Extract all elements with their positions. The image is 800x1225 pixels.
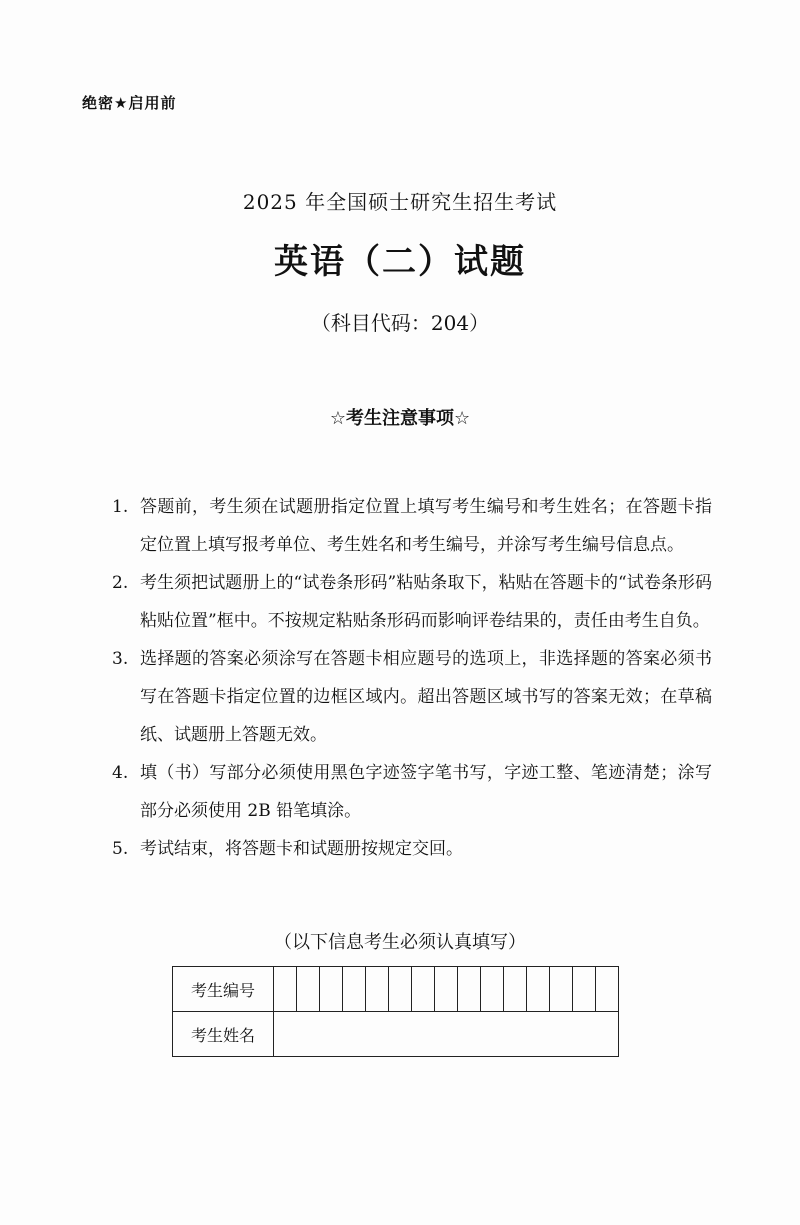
candidate-name-field[interactable]	[274, 1012, 619, 1057]
notice-title: ☆考生注意事项☆	[329, 408, 471, 429]
notice-item	[112, 754, 712, 830]
candidate-id-digit-box[interactable]	[343, 967, 366, 1012]
notice-item-number: 5.	[112, 839, 129, 859]
notice-item-number: 4.	[112, 763, 129, 783]
candidate-id-digit-box[interactable]	[412, 967, 435, 1012]
notice-item	[112, 640, 712, 754]
candidate-id-digit-box[interactable]	[458, 967, 481, 1012]
candidate-id-digit-box[interactable]	[366, 967, 389, 1012]
candidate-id-row	[173, 967, 619, 1012]
fill-instruction: （以下信息考生必须认真填写）	[274, 932, 526, 953]
subject-code: （科目代码：204）	[310, 311, 490, 335]
candidate-name-row	[173, 1012, 619, 1057]
candidate-id-digit-box[interactable]	[435, 967, 458, 1012]
candidate-id-digit-box[interactable]	[297, 967, 320, 1012]
candidate-id-digit-box[interactable]	[550, 967, 573, 1012]
notice-list	[112, 488, 712, 868]
subject-title: 英语（二）试题	[274, 242, 526, 282]
candidate-id-digit-box[interactable]	[481, 967, 504, 1012]
notice-item	[112, 488, 712, 564]
notice-item-text: 填（书）写部分必须使用黑色字迹签字笔书写，字迹工整、笔迹清楚；涂写部分必须使用 2B 铅笔填涂。	[140, 763, 712, 821]
notice-item-text: 答题前，考生须在试题册指定位置上填写考生编号和考生姓名；在答题卡指定位置上填写报考单位、考生姓名和考生编号，并涂写考生编号信息点。	[140, 497, 712, 555]
confidential-label: 绝密★启用前	[82, 94, 177, 112]
notice-item-number: 3.	[112, 649, 129, 669]
candidate-id-digit-box[interactable]	[527, 967, 550, 1012]
notice-item-text: 选择题的答案必须涂写在答题卡相应题号的选项上，非选择题的答案必须书写在答题卡指定位置的边框区域内。超出答题区域书写的答案无效；在草稿纸、试题册上答题无效。	[140, 649, 712, 745]
notice-item-number: 2.	[112, 573, 129, 593]
notice-item-text: 考试结束，将答题卡和试题册按规定交回。	[140, 839, 463, 859]
candidate-id-label: 考生编号	[173, 967, 274, 1012]
notice-item	[112, 830, 712, 868]
notice-item	[112, 564, 712, 640]
candidate-name-label: 考生姓名	[173, 1012, 274, 1057]
candidate-id-digit-box[interactable]	[274, 967, 297, 1012]
candidate-id-digit-box[interactable]	[573, 967, 596, 1012]
notice-item-number: 1.	[112, 497, 129, 517]
candidate-id-digit-box[interactable]	[320, 967, 343, 1012]
candidate-info-table	[172, 966, 619, 1057]
notice-item-text: 考生须把试题册上的“试卷条形码”粘贴条取下，粘贴在答题卡的“试卷条形码粘贴位置”框中。不按规定粘贴条形码而影响评卷结果的，责任由考生自负。	[140, 573, 712, 631]
candidate-id-digit-box[interactable]	[389, 967, 412, 1012]
candidate-id-digit-box[interactable]	[504, 967, 527, 1012]
exam-name: 2025 年全国硕士研究生招生考试	[242, 190, 558, 214]
candidate-id-digit-box[interactable]	[596, 967, 619, 1012]
